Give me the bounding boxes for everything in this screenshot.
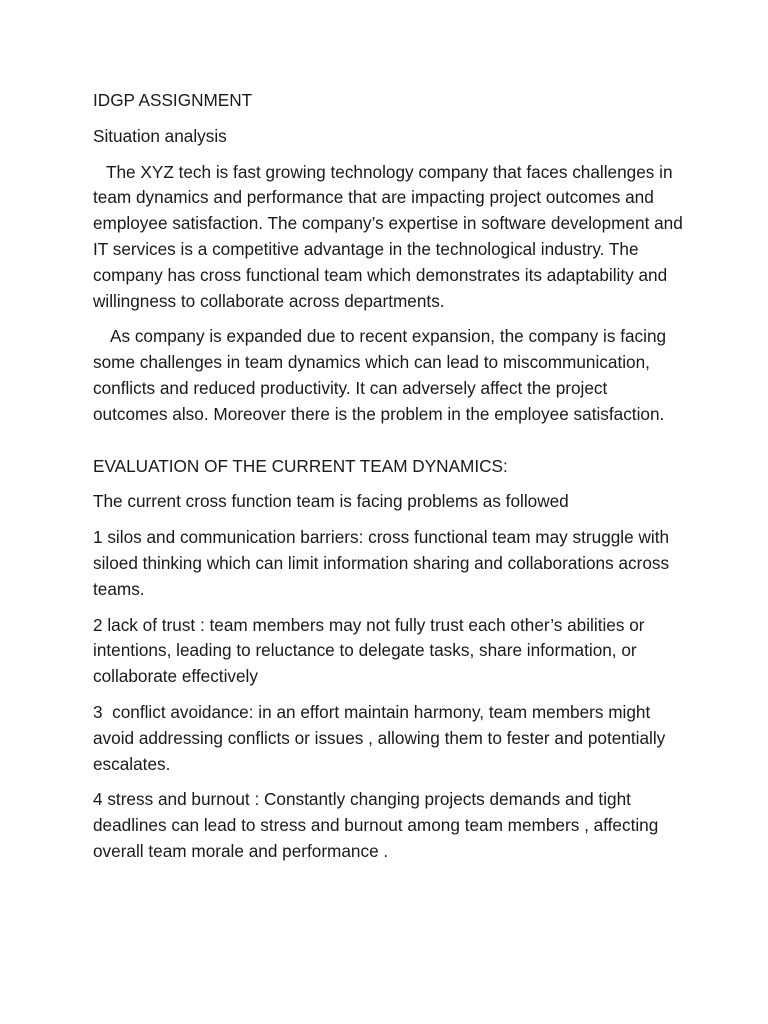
point-item-4: 4 stress and burnout : Constantly changing projects demands and tight deadlines can lead to stress and burnout among team members , affecting overall team morale and performance .	[93, 789, 664, 861]
section-intro: The current cross function team is facing problems as followed	[93, 491, 569, 512]
section-heading: EVALUATION OF THE CURRENT TEAM DYNAMICS:	[93, 455, 508, 476]
paragraph-situation-2: As company is expanded due to recent expansion, the company is facing some challenges in team dynamics which can lead to miscommunication, conflicts and reduced productivity. It can adversely affect the project outcomes also. Moreover there is the problem in the employee satisfaction.	[93, 326, 671, 424]
point-item-2: 2 lack of trust : team members may not fully trust each other’s abilities or intentions, leading to reluctance to delegate tasks, share information, or collaborate effectively	[93, 614, 650, 687]
point-item-3: 3 conflict avoidance: in an effort maintain harmony, team members might avoid addressing conflicts or issues , allowing them to fester and potentially escalates.	[93, 701, 671, 774]
paragraph-situation-1: The XYZ tech is fast growing technology company that faces challenges in team dynamics and performance that are impacting project outcomes and employee satisfaction. The company’s expertise in software development and IT services is a competitive advantage in the technological industry. The company has cross functional team which demonstrates its adaptability and willingness to collaborate across departments.	[93, 161, 688, 311]
document-title: IDGP ASSIGNMENT	[93, 90, 253, 110]
section-subtitle: Situation analysis	[93, 125, 227, 146]
point-item-1: 1 silos and communication barriers: cross functional team may struggle with siloed thinking which can limit information sharing and collaborations across teams.	[93, 527, 674, 599]
document-body	[93, 88, 688, 875]
